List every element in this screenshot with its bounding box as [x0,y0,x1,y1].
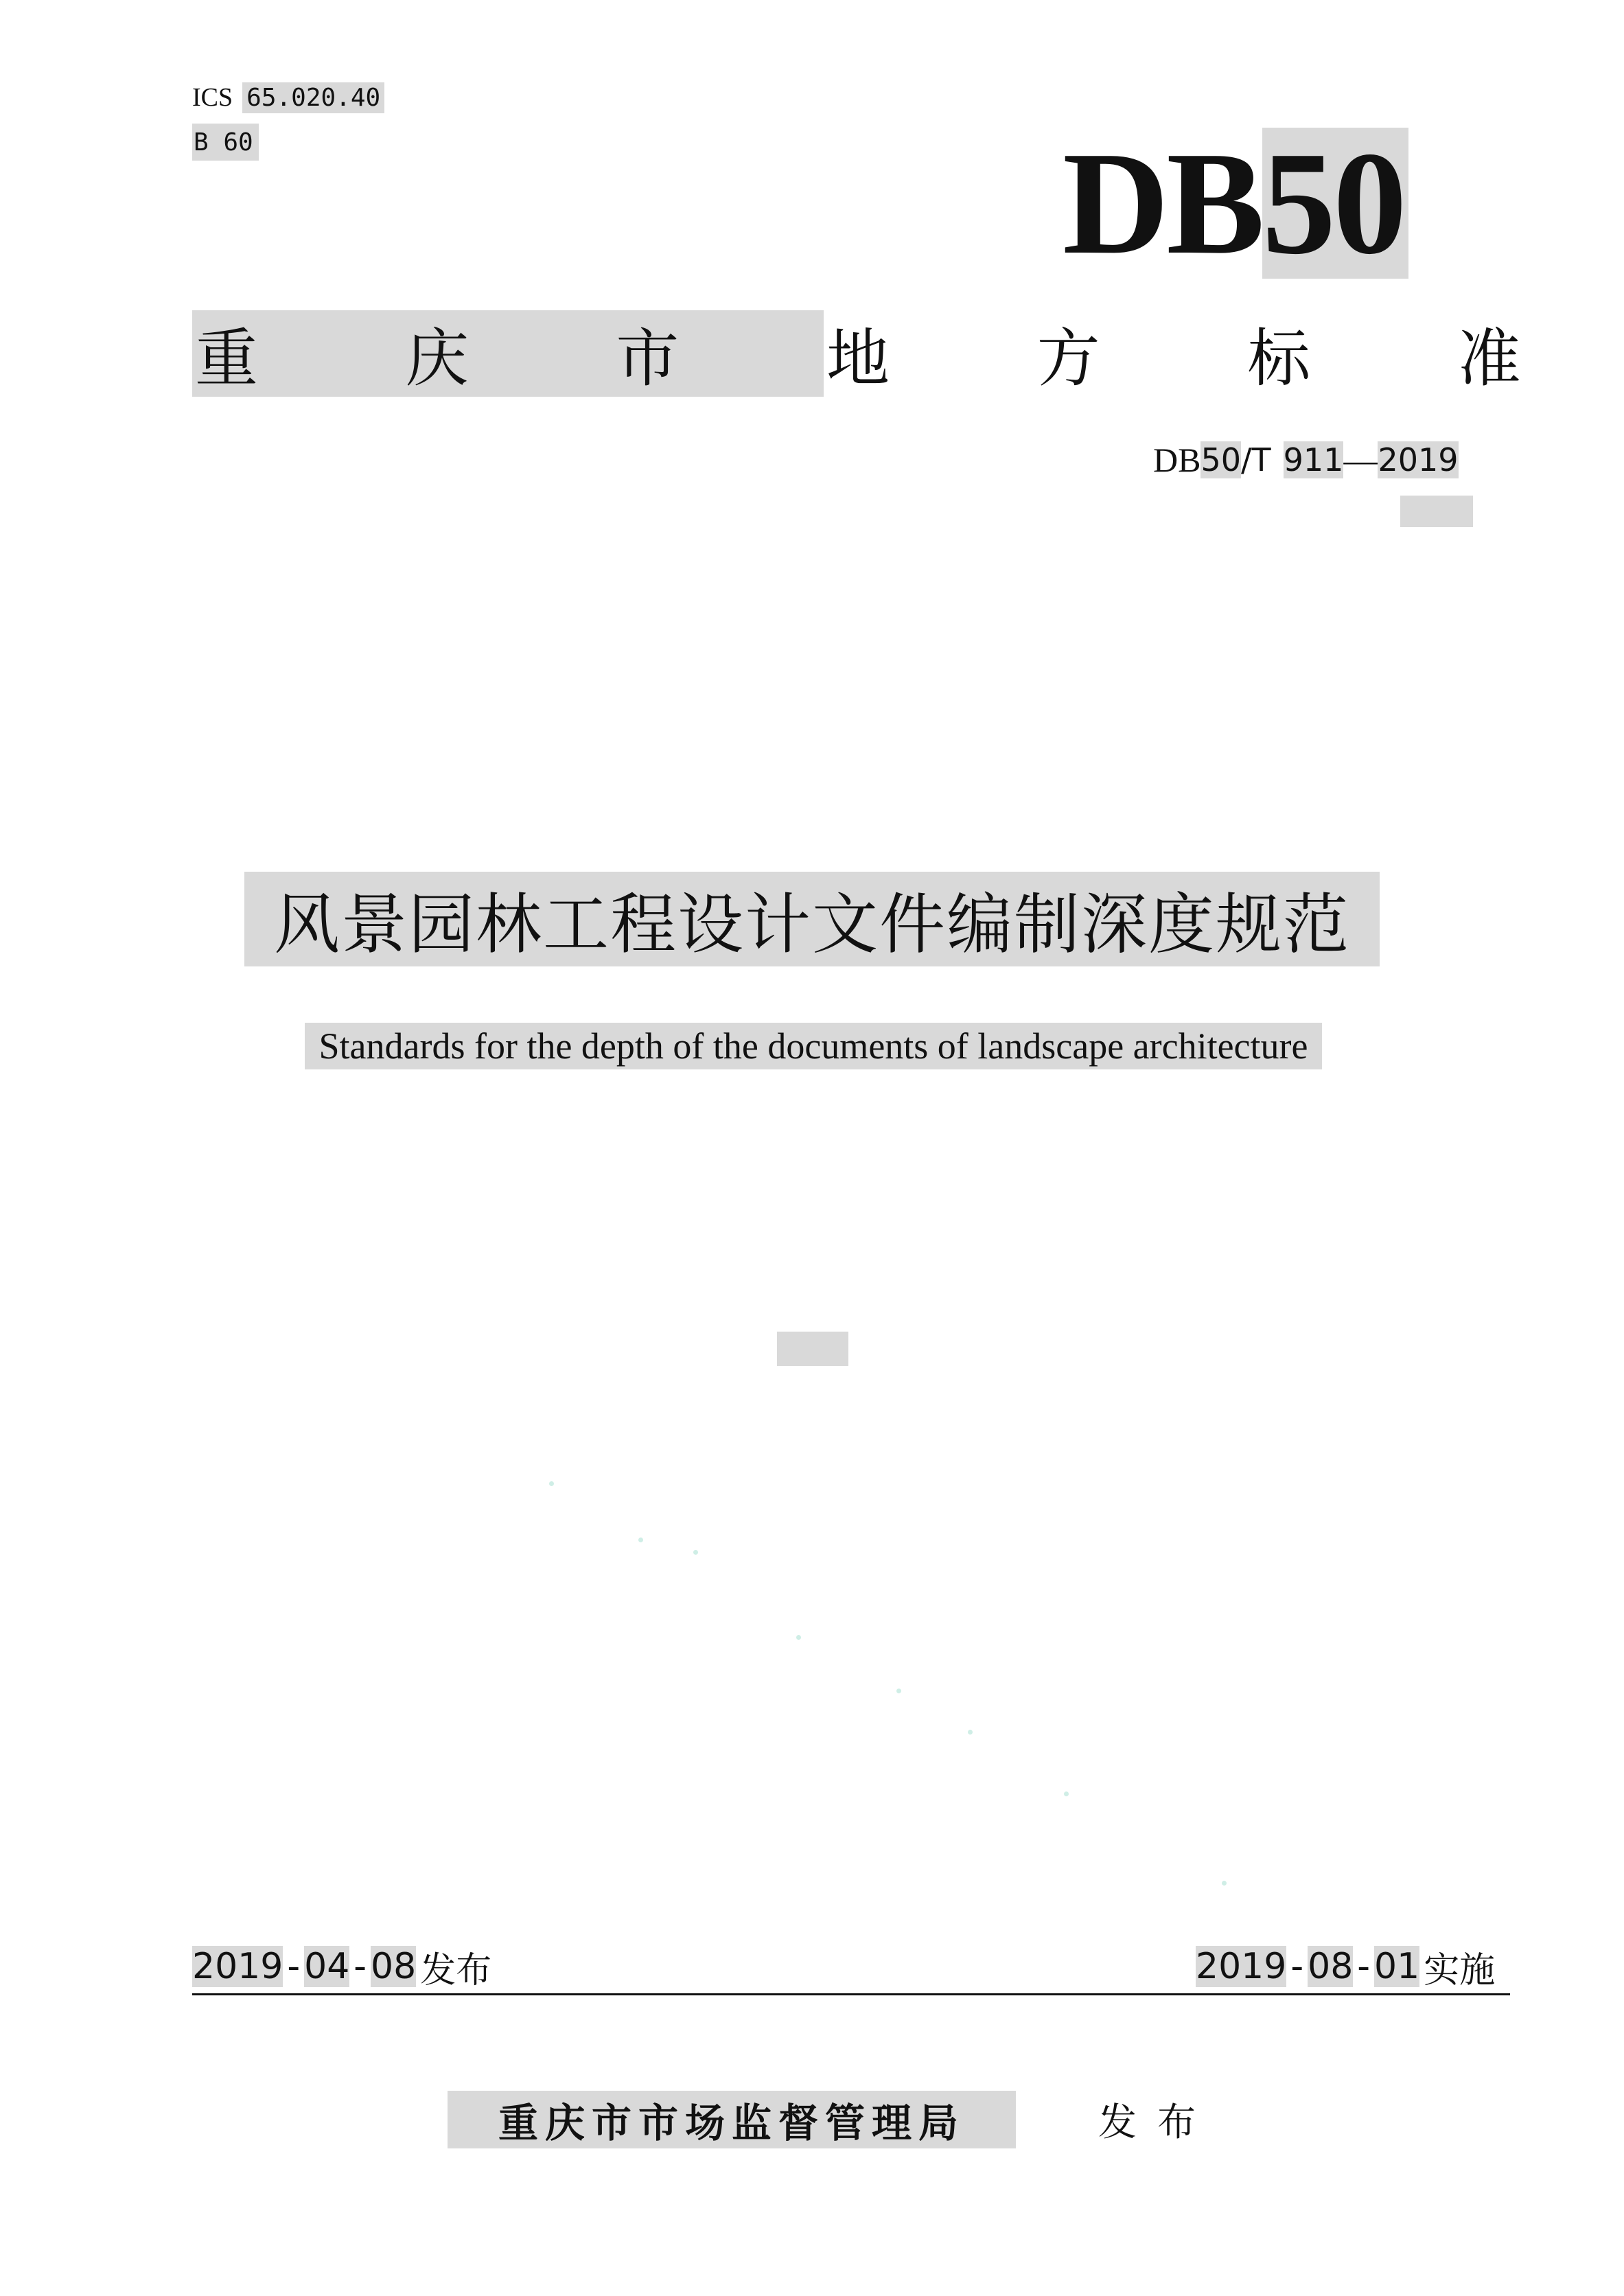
standard-type-char: 市 [616,322,680,395]
date-separator: - [287,1946,301,1987]
scan-speck [796,1635,801,1640]
publish-label: 发布 [420,1949,492,1991]
implement-month: 08 [1308,1946,1354,1987]
db50-logo [1063,121,1408,285]
scan-speck [638,1538,643,1542]
scan-speck [968,1730,973,1735]
document-title-english: Standards for the depth of the documents of landscape architecture [305,1023,1322,1069]
ics-label: ICS [192,83,233,112]
standard-type-char: 庆 [405,322,469,395]
standard-number-region: 50 [1200,441,1242,478]
standard-number [1153,439,1459,480]
draft-status-placeholder [777,1332,848,1366]
issuing-authority: 重庆市市场监督管理局 [448,2091,1016,2148]
logo-number: 50 [1262,128,1408,279]
standard-number-slash-t: /T [1241,441,1271,478]
standard-number-dash: — [1343,441,1378,479]
date-separator: - [1290,1946,1304,1987]
publish-month: 04 [304,1946,350,1987]
scan-speck [1222,1881,1227,1886]
scan-speck [1064,1791,1069,1796]
logo-letters: DB [1063,121,1262,285]
standard-type-heading [192,310,1524,397]
horizontal-rule [192,1993,1510,1995]
issue-label: 发布 [1098,2100,1216,2145]
ics-classification [192,81,384,114]
ics-code: 65.020.40 [242,82,384,113]
scan-speck [693,1550,698,1555]
implement-date [1196,1943,1495,1991]
implement-label: 实施 [1424,1949,1496,1991]
scan-speck [896,1689,901,1693]
standard-type-char: 重 [194,322,258,395]
publish-year: 2019 [192,1946,283,1987]
standard-type-char: 地 [826,322,890,395]
publish-date [192,1943,491,1991]
document-title-chinese: 风景园林工程设计文件编制深度规范 [244,872,1380,966]
implement-day: 01 [1374,1946,1420,1987]
standard-type-char: 准 [1457,322,1521,395]
ccs-code: B 60 [192,124,259,161]
implement-year: 2019 [1196,1946,1287,1987]
date-separator: - [1357,1946,1371,1987]
date-separator: - [353,1946,367,1987]
standard-number-year: 2019 [1378,441,1459,478]
standard-number-prefix: DB [1153,441,1201,479]
standard-type-char: 标 [1247,322,1311,395]
scan-speck [549,1481,554,1486]
publish-day: 08 [371,1946,417,1987]
standard-number-code: 911 [1283,441,1344,478]
replace-number-placeholder [1400,496,1473,527]
standard-type-char: 方 [1036,322,1100,395]
